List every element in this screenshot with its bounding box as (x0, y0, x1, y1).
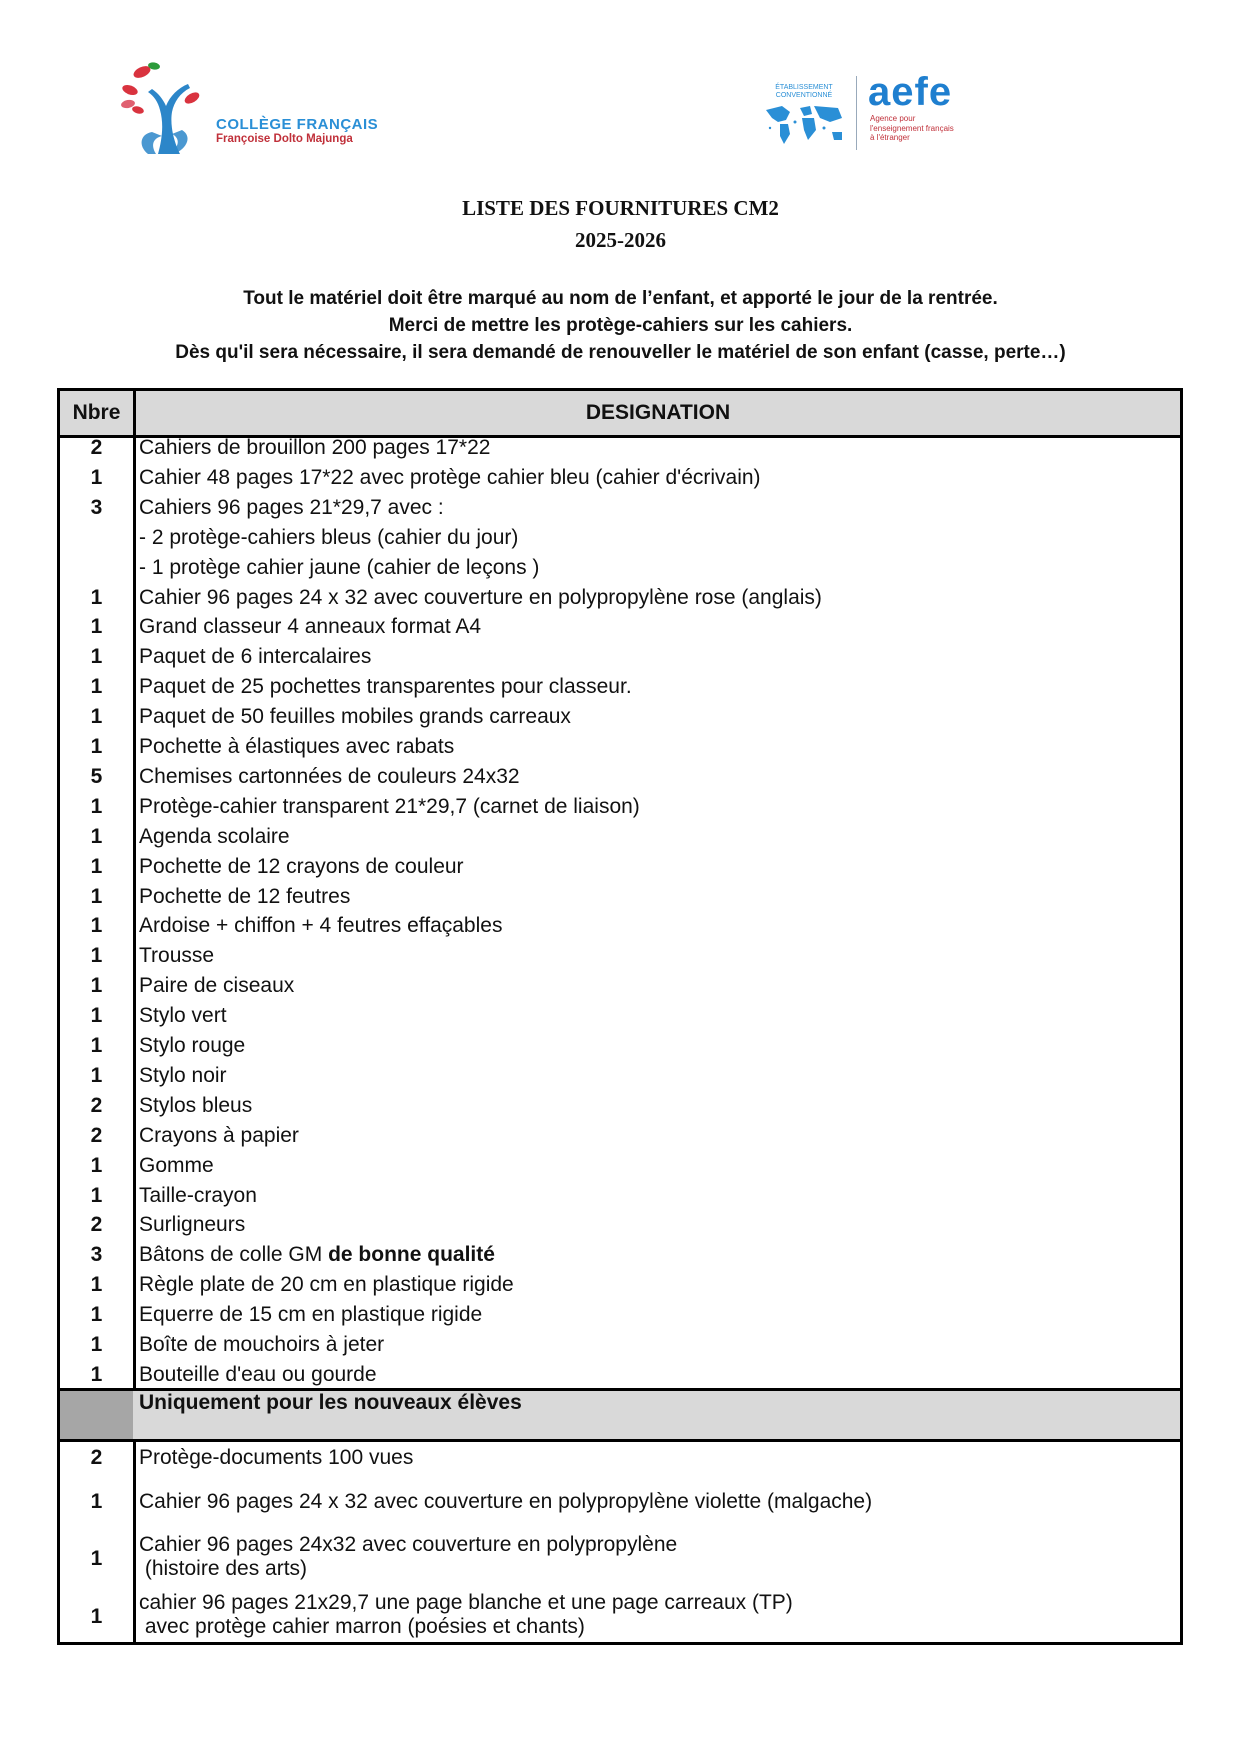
quantity-cell: 1 (90, 1362, 103, 1386)
quantity-cell: 2 (90, 1446, 103, 1469)
quantity-cell: 1 (90, 735, 103, 758)
designation-text: Cahier 48 pages 17*22 avec protège cahier bleu (cahier d'écrivain) (139, 465, 761, 489)
designation-cell (139, 1273, 514, 1297)
designation-text: Grand classeur 4 anneaux format A4 (139, 615, 482, 639)
quantity-cell: 1 (90, 705, 103, 729)
designation-text: Cahier 96 pages 24 x 32 avec couverture en polypropylène rose (anglais) (139, 585, 822, 609)
designation-cell (139, 645, 371, 669)
instruction-line: Merci de mettre les protège-cahiers sur les cahiers. (388, 315, 853, 336)
designation-text: Bâtons de colle GM (139, 1243, 329, 1267)
designation-emphasis: de bonne qualité (328, 1243, 495, 1267)
aefe-logo (760, 70, 1010, 154)
quantity-cell: 2 (90, 1213, 103, 1237)
designation-cell (139, 825, 290, 849)
designation-text: Pochette de 12 crayons de couleur (139, 854, 464, 878)
quantity-cell: 1 (90, 675, 103, 699)
instruction-line: Dès qu'il sera nécessaire, il sera demandé de renouveller le matériel de son enfant (casse, perte…) (175, 342, 1066, 363)
designation-cell (139, 974, 294, 998)
designation-column-header: DESIGNATION (585, 401, 731, 424)
quantity-cell: 2 (90, 436, 103, 459)
designation-cell (139, 1184, 257, 1208)
quantity-cell: 2 (90, 1123, 103, 1147)
designation-text: Pochette à élastiques avec rabats (139, 735, 455, 758)
quantity-cell: 1 (90, 1333, 103, 1356)
designation-cell (139, 526, 518, 550)
designation-cell (139, 1154, 214, 1178)
designation-text: - 1 protège cahier jaune (cahier de leçons ) (139, 555, 540, 579)
designation-cell (139, 1533, 677, 1581)
instruction-line: Tout le matériel doit être marqué au nom de l’enfant, et apporté le jour de la rentrée. (243, 288, 998, 309)
designation-text: Pochette de 12 feutres (139, 884, 351, 908)
designation-text: Gomme (139, 1153, 214, 1177)
designation-cell (139, 1363, 377, 1387)
quantity-cell: 1 (90, 854, 103, 878)
designation-text: Boîte de mouchoirs à jeter (139, 1333, 385, 1356)
designation-text: cahier 96 pages 21x29,7 une page blanche et une page carreaux (TP) (139, 1591, 793, 1614)
designation-cell (139, 944, 214, 968)
designation-cell (139, 1064, 227, 1088)
designation-cell (139, 1004, 227, 1028)
designation-text: Paquet de 6 intercalaires (139, 645, 372, 669)
etablissement-label: ÉTABLISSEMENT CONVENTIONNÉ (775, 84, 833, 99)
quantity-cell: 1 (90, 1034, 103, 1057)
quantity-cell: 1 (90, 1605, 103, 1628)
designation-text: Cahiers 96 pages 21*29,7 avec : (139, 495, 444, 519)
aefe-wordmark: aefe (868, 70, 953, 114)
designation-text: Agenda scolaire (139, 824, 290, 848)
logo-separator (856, 76, 857, 150)
college-logo (118, 62, 408, 162)
designation-text: Cahiers de brouillon 200 pages 17*22 (139, 436, 491, 459)
designation-cell (139, 1243, 495, 1267)
school-name: COLLÈGE FRANÇAIS (216, 116, 379, 133)
designation-text: Paquet de 50 feuilles mobiles grands carreaux (139, 705, 571, 729)
quantity-cell: 1 (90, 794, 103, 818)
table-header (60, 391, 1180, 438)
designation-text: Surligneurs (139, 1213, 246, 1237)
school-subtitle: Françoise Dolto Majunga (216, 133, 353, 145)
quantity-cell: 1 (90, 1273, 103, 1297)
designation-text: Equerre de 15 cm en plastique rigide (139, 1303, 483, 1327)
designation-cell (139, 436, 490, 460)
quantity-cell: 1 (90, 884, 103, 908)
qty-column-header: Nbre (60, 391, 136, 435)
designation-text: Stylo vert (139, 1004, 227, 1028)
designation-cell (139, 586, 822, 610)
designation-cell (139, 496, 444, 520)
designation-text: Ardoise + chiffon + 4 feutres effaçables (139, 914, 503, 938)
quantity-cell: 1 (90, 1153, 103, 1177)
designation-text: Taille-crayon (139, 1183, 257, 1207)
supplies-table (57, 388, 1183, 1645)
quantity-cell: 1 (90, 944, 103, 968)
quantity-cell: 1 (90, 1490, 103, 1513)
quantity-cell: 2 (90, 1093, 103, 1117)
table-row (60, 1490, 1180, 1520)
designation-text: Protège-documents 100 vues (139, 1446, 414, 1469)
designation-text: Protège-cahier transparent 21*29,7 (carnet de liaison) (139, 794, 640, 818)
designation-cell (139, 1094, 252, 1118)
designation-text: Paire de ciseaux (139, 974, 295, 998)
designation-text: Stylo noir (139, 1063, 227, 1087)
designation-text: Paquet de 25 pochettes transparentes pour classeur. (139, 675, 632, 699)
designation-text: - 2 protège-cahiers bleus (cahier du jour) (139, 525, 519, 549)
school-year: 2025-2026 (575, 228, 666, 252)
designation-text-line2: (histoire des arts) (139, 1557, 308, 1580)
designation-text: Stylo rouge (139, 1034, 246, 1057)
quantity-cell: 5 (90, 764, 103, 788)
designation-text: Chemises cartonnées de couleurs 24x32 (139, 764, 520, 788)
designation-cell (139, 1124, 299, 1148)
designation-text: Bouteille d'eau ou gourde (139, 1362, 377, 1386)
tree-logo-icon (118, 62, 213, 157)
designation-text-line2: avec protège cahier marron (poésies et chants) (139, 1615, 585, 1638)
designation-cell (139, 1591, 793, 1639)
quantity-cell: 3 (90, 1243, 103, 1267)
designation-cell (139, 735, 454, 759)
designation-cell (139, 1446, 413, 1470)
designation-text: Trousse (139, 944, 215, 968)
designation-cell (139, 675, 632, 699)
designation-cell (139, 855, 464, 879)
world-map-icon (762, 102, 848, 146)
table-row (60, 1446, 1180, 1476)
designation-cell (139, 1303, 482, 1327)
quantity-cell: 1 (90, 1063, 103, 1087)
quantity-cell: 1 (90, 1183, 103, 1207)
page-title: LISTE DES FOURNITURES CM2 (462, 196, 779, 220)
section-qty-cell (60, 1391, 133, 1439)
quantity-cell: 1 (90, 1303, 103, 1327)
quantity-cell: 1 (90, 1004, 103, 1028)
quantity-cell: 1 (90, 615, 103, 639)
quantity-cell: 1 (90, 974, 103, 998)
designation-cell (139, 765, 520, 789)
quantity-cell: 1 (90, 1547, 103, 1570)
designation-text: Cahier 96 pages 24 x 32 avec couverture en polypropylène violette (malgache) (139, 1490, 873, 1513)
table-row (60, 1591, 1180, 1649)
designation-text: Cahier 96 pages 24x32 avec couverture en polypropylène (139, 1533, 678, 1556)
designation-cell (139, 795, 640, 819)
quantity-cell: 1 (90, 465, 103, 489)
designation-cell (139, 1490, 872, 1514)
section-title: Uniquement pour les nouveaux élèves (139, 1391, 522, 1414)
designation-cell (139, 1333, 384, 1357)
designation-cell (139, 1034, 245, 1058)
quantity-cell: 3 (90, 495, 103, 519)
designation-cell (139, 1213, 245, 1237)
quantity-cell: 1 (90, 824, 103, 848)
designation-cell (139, 914, 502, 938)
designation-cell (139, 885, 350, 909)
designation-cell (139, 466, 761, 490)
quantity-cell: 1 (90, 645, 103, 669)
quantity-cell: 1 (90, 585, 103, 609)
designation-text: Crayons à papier (139, 1123, 299, 1147)
aefe-agency-text: Agence pour l'enseignement français à l'étranger (870, 114, 954, 142)
designation-cell (139, 705, 571, 729)
designation-text: Stylos bleus (139, 1093, 253, 1117)
designation-cell (139, 556, 539, 580)
table-row (60, 1533, 1180, 1591)
designation-text: Règle plate de 20 cm en plastique rigide (139, 1273, 514, 1297)
designation-cell (139, 615, 481, 639)
section-header (60, 1388, 1180, 1442)
quantity-cell: 1 (90, 914, 103, 938)
